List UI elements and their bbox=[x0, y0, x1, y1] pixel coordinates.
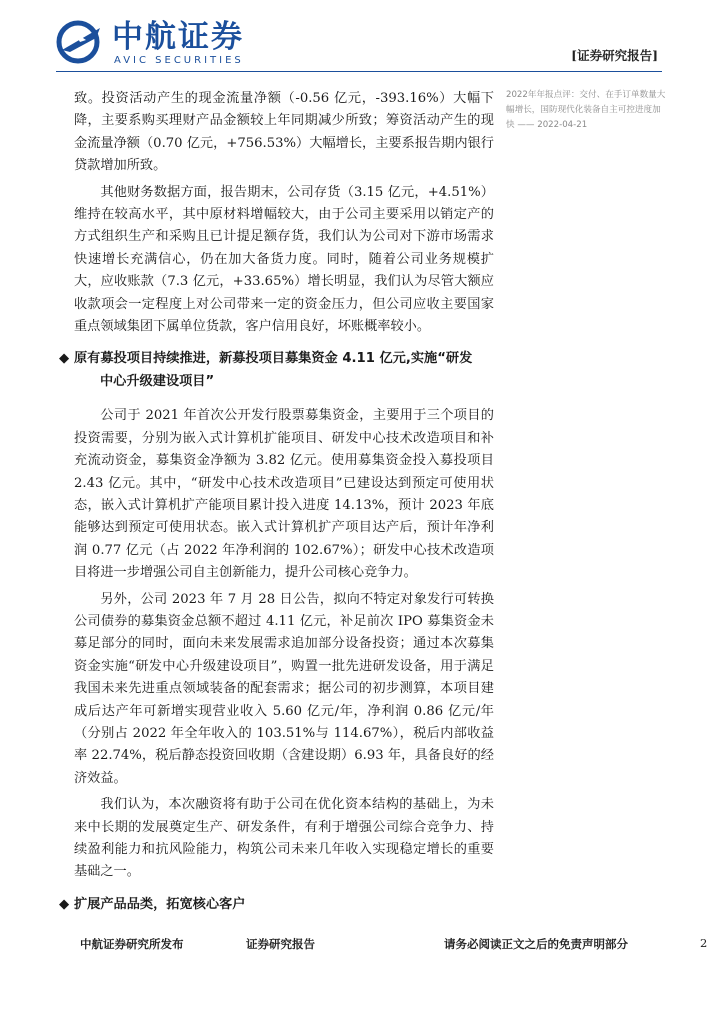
paragraph-ipo-projects: 公司于 2021 年首次公开发行股票募集资金，主要用于三个项目的投资需要，分别为嵌入式计算机扩能项目、研发中心技术改造项目和补充流动资金，募集资金净额为 3.82 亿元。使用募集资金投入募投项目 2.43 亿元。其中，“研发中心技术改造项目”已建设达到预定可使用状态，嵌入式计算机扩产能项目累计投入进度 14.13%，预计 2023 年底能够达到预定可使用状态。嵌入式计算机扩产项目达产后，预计年净利润 0.77 亿元（占 2022 年净利润的 102.67%）；研发中心技术改造项目将进一步增强公司自主创新能力，提升公司核心竞争力。 bbox=[74, 408, 494, 581]
section-heading-text: 扩展产品品类，拓宽核心客户 bbox=[74, 896, 246, 912]
paragraph-cashflow: 致。投资活动产生的现金流量净额（-0.56 亿元，-393.16%）大幅下降，主要系购买理财产品金额较上年同期减少所致；筹资活动产生的现金流量净额（0.70 亿元，+756.53%）大幅增长，主要系报告期内银行贷款增加所致。 bbox=[74, 91, 494, 174]
paragraph-conclusion: 我们认为，本次融资将有助于公司在优化资本结构的基础上，为未来中长期的发展奠定生产、研发条件，有利于增强公司综合竞争力、持续盈利能力和抗风险能力，构筑公司未来几年收入实现稳定增长的重要基础之一。 bbox=[74, 797, 494, 880]
paragraph-financials: 其他财务数据方面，报告期末，公司存货（3.15 亿元，+4.51%）维持在较高水平，其中原材料增幅较大，由于公司主要采用以销定产的方式组织生产和采购且已计提足额存货，我们认为公司对下游市场需求快速增长充满信心，仍在加大备货力度。同时，随着公司业务规模扩大，应收账款（7.3 亿元，+33.65%）增长明显，我们认为尽管大额应收款项会一定程度上对公司带来一定的资金压力，但公司应收主要国家重点领域集团下属单位货款，客户信用良好，坏账概率较小。 bbox=[74, 184, 494, 335]
brand-name-cn: 中航证券 bbox=[112, 19, 244, 55]
diamond-bullet-icon: ◆ bbox=[59, 896, 70, 912]
related-report-sidebar: 2022年年报点评：交付、在手订单数量大幅增长，国防现代化装备自主可控进度加快 —— 2022-04-21 bbox=[506, 90, 666, 130]
footer-publisher: 中航证券研究所发布 bbox=[80, 937, 184, 951]
section-heading-products bbox=[59, 894, 494, 916]
diamond-bullet-icon: ◆ bbox=[59, 351, 70, 367]
header-divider bbox=[56, 71, 662, 72]
page-header bbox=[0, 0, 724, 78]
avic-logo-icon bbox=[56, 20, 106, 64]
section-heading-line-1: 原有募投项目持续推进，新募投项目募集资金 4.11 亿元,实施“研发 bbox=[74, 351, 473, 367]
page-footer bbox=[0, 936, 724, 966]
main-content bbox=[59, 88, 494, 928]
report-type-tag: [证券研究报告] bbox=[571, 48, 658, 63]
page-number: 2 bbox=[700, 936, 708, 950]
footer-disclaimer: 请务必阅读正文之后的免责声明部分 bbox=[444, 937, 628, 951]
footer-report-type: 证券研究报告 bbox=[246, 937, 315, 951]
brand-name-en: AVIC SECURITIES bbox=[114, 55, 244, 66]
paragraph-convertible-bond: 另外，公司 2023 年 7 月 28 日公告，拟向不特定对象发行可转换公司债券的募集资金总额不超过 4.11 亿元，补足前次 IPO 募集资金未募足部分的同时，面向未来发展需求追加部分设备投资；通过本次募集资金实施“研发中心升级建设项目”，购置一批先进研发设备，用于满足我国未来先进重点领域装备的配套需求；据公司的初步测算，本项目建成后达产年可新增实现营业收入 5.60 亿元/年，净利润 0.86 亿元/年（分别占 2022 年全年收入的 103.51%与 114.67%），税后内部收益率 22.74%，税后静态投资回收期（含建设期）6.93 年，具备良好的经济效益。 bbox=[74, 591, 494, 786]
section-heading-fundraising bbox=[59, 348, 494, 393]
section-heading-line-2: 中心升级建设项目” bbox=[100, 373, 215, 389]
